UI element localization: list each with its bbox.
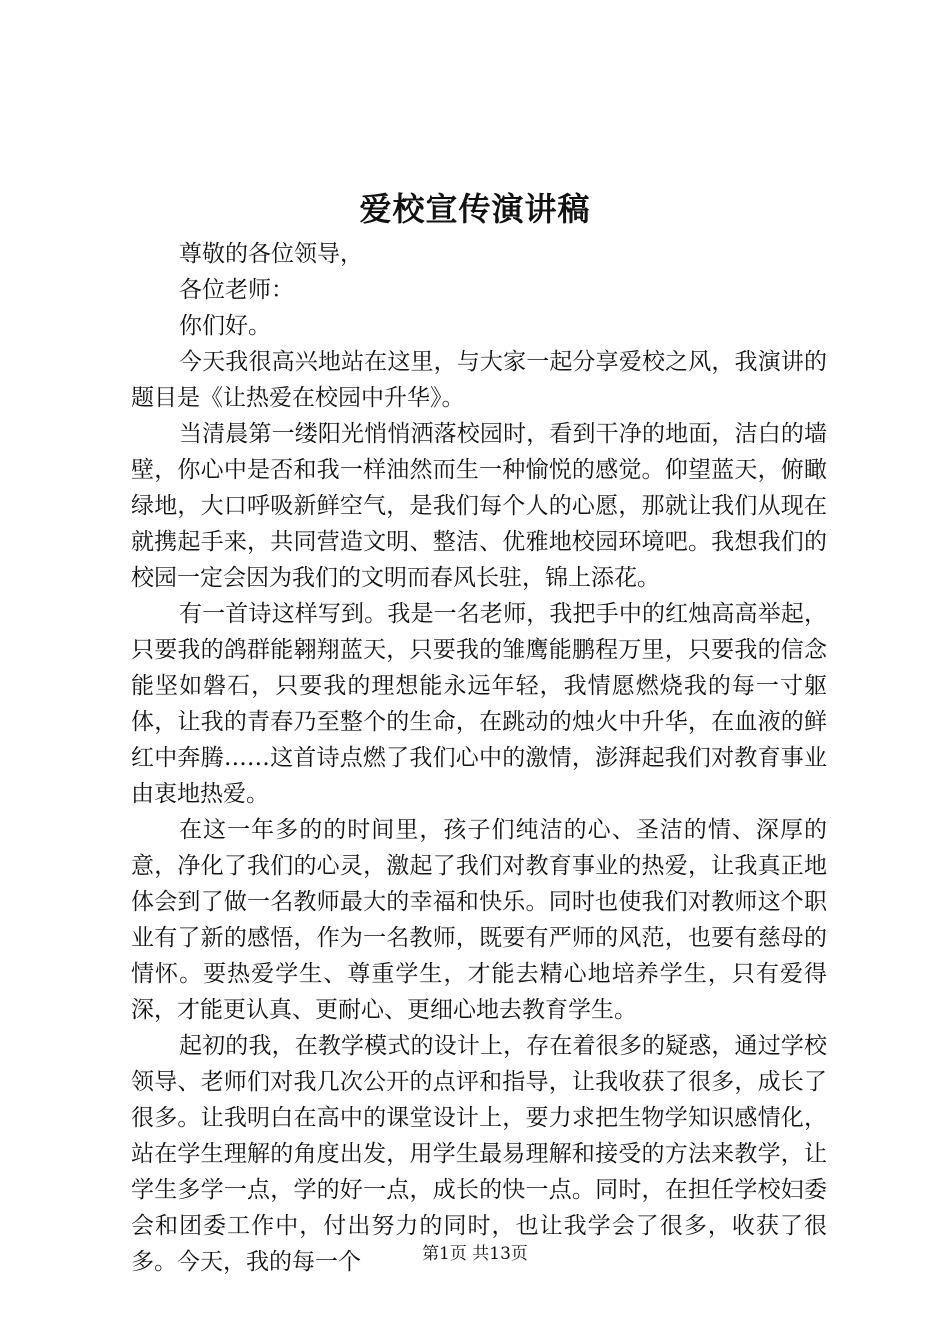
- document-body: [131, 236, 827, 1280]
- paragraph-growth: 起初的我，在教学模式的设计上，存在着很多的疑惑，通过学校领导、老师们对我几次公开的点评和指导，让我收获了很多，成长了很多。让我明白在高中的课堂设计上，要力求把生物学知识感情化，站在学生理解的角度出发，用学生最易理解和接受的方法来教学，让学生多学一点，学的好一点，成长的快一点。同时，在担任学校妇委会和团委工作中，付出努力的同时，也让我学会了很多，收获了很多。今天，我的每一个: [131, 1033, 827, 1275]
- document-title: 爱校宣传演讲稿: [359, 190, 591, 228]
- paragraph-salutation-teachers: 各位老师：: [179, 277, 294, 303]
- paragraph-poem: 有一首诗这样写到。我是一名老师，我把手中的红烛高高举起，只要我的鸽群能翱翔蓝天，只要我的雏鹰能鹏程万里，只要我的信念能坚如磐石，只要我的理想能永远年轻，我情愿燃烧我的每一寸躯体，让我的青春乃至整个的生命，在跳动的烛火中升华，在血液的鲜红中奔腾……这首诗点燃了我们心中的激情，澎湃起我们对教育事业由衷地热爱。: [131, 601, 827, 807]
- paragraph-intro: 今天我很高兴地站在这里，与大家一起分享爱校之风，我演讲的题目是《让热爱在校园中升华》。: [131, 349, 827, 411]
- paragraph-salutation-leaders: 尊敬的各位领导，: [179, 241, 363, 267]
- page-number-footer: 第1页 共13页: [422, 1244, 528, 1264]
- paragraph-teaching-year: 在这一年多的的时间里，孩子们纯洁的心、圣洁的情、深厚的意，净化了我们的心灵，激起了我们对教育事业的热爱，让我真正地体会到了做一名教师最大的幸福和快乐。同时也使我们对教师这个职业有了新的感悟，作为一名教师，既要有严师的风范，也要有慈母的情怀。要热爱学生、尊重学生，才能去精心地培养学生，只有爱得深，才能更认真、更耐心、更细心地去教育学生。: [131, 817, 827, 1023]
- paragraph-campus-morning: 当清晨第一缕阳光悄悄洒落校园时，看到干净的地面，洁白的墙壁，你心中是否和我一样油然而生一种愉悦的感觉。仰望蓝天，俯瞰绿地，大口呼吸新鲜空气，是我们每个人的心愿，那就让我们从现在就携起手来，共同营造文明、整洁、优雅地校园环境吧。我想我们的校园一定会因为我们的文明而春风长驻，锦上添花。: [131, 421, 827, 591]
- paragraph-greeting: 你们好。: [179, 313, 271, 339]
